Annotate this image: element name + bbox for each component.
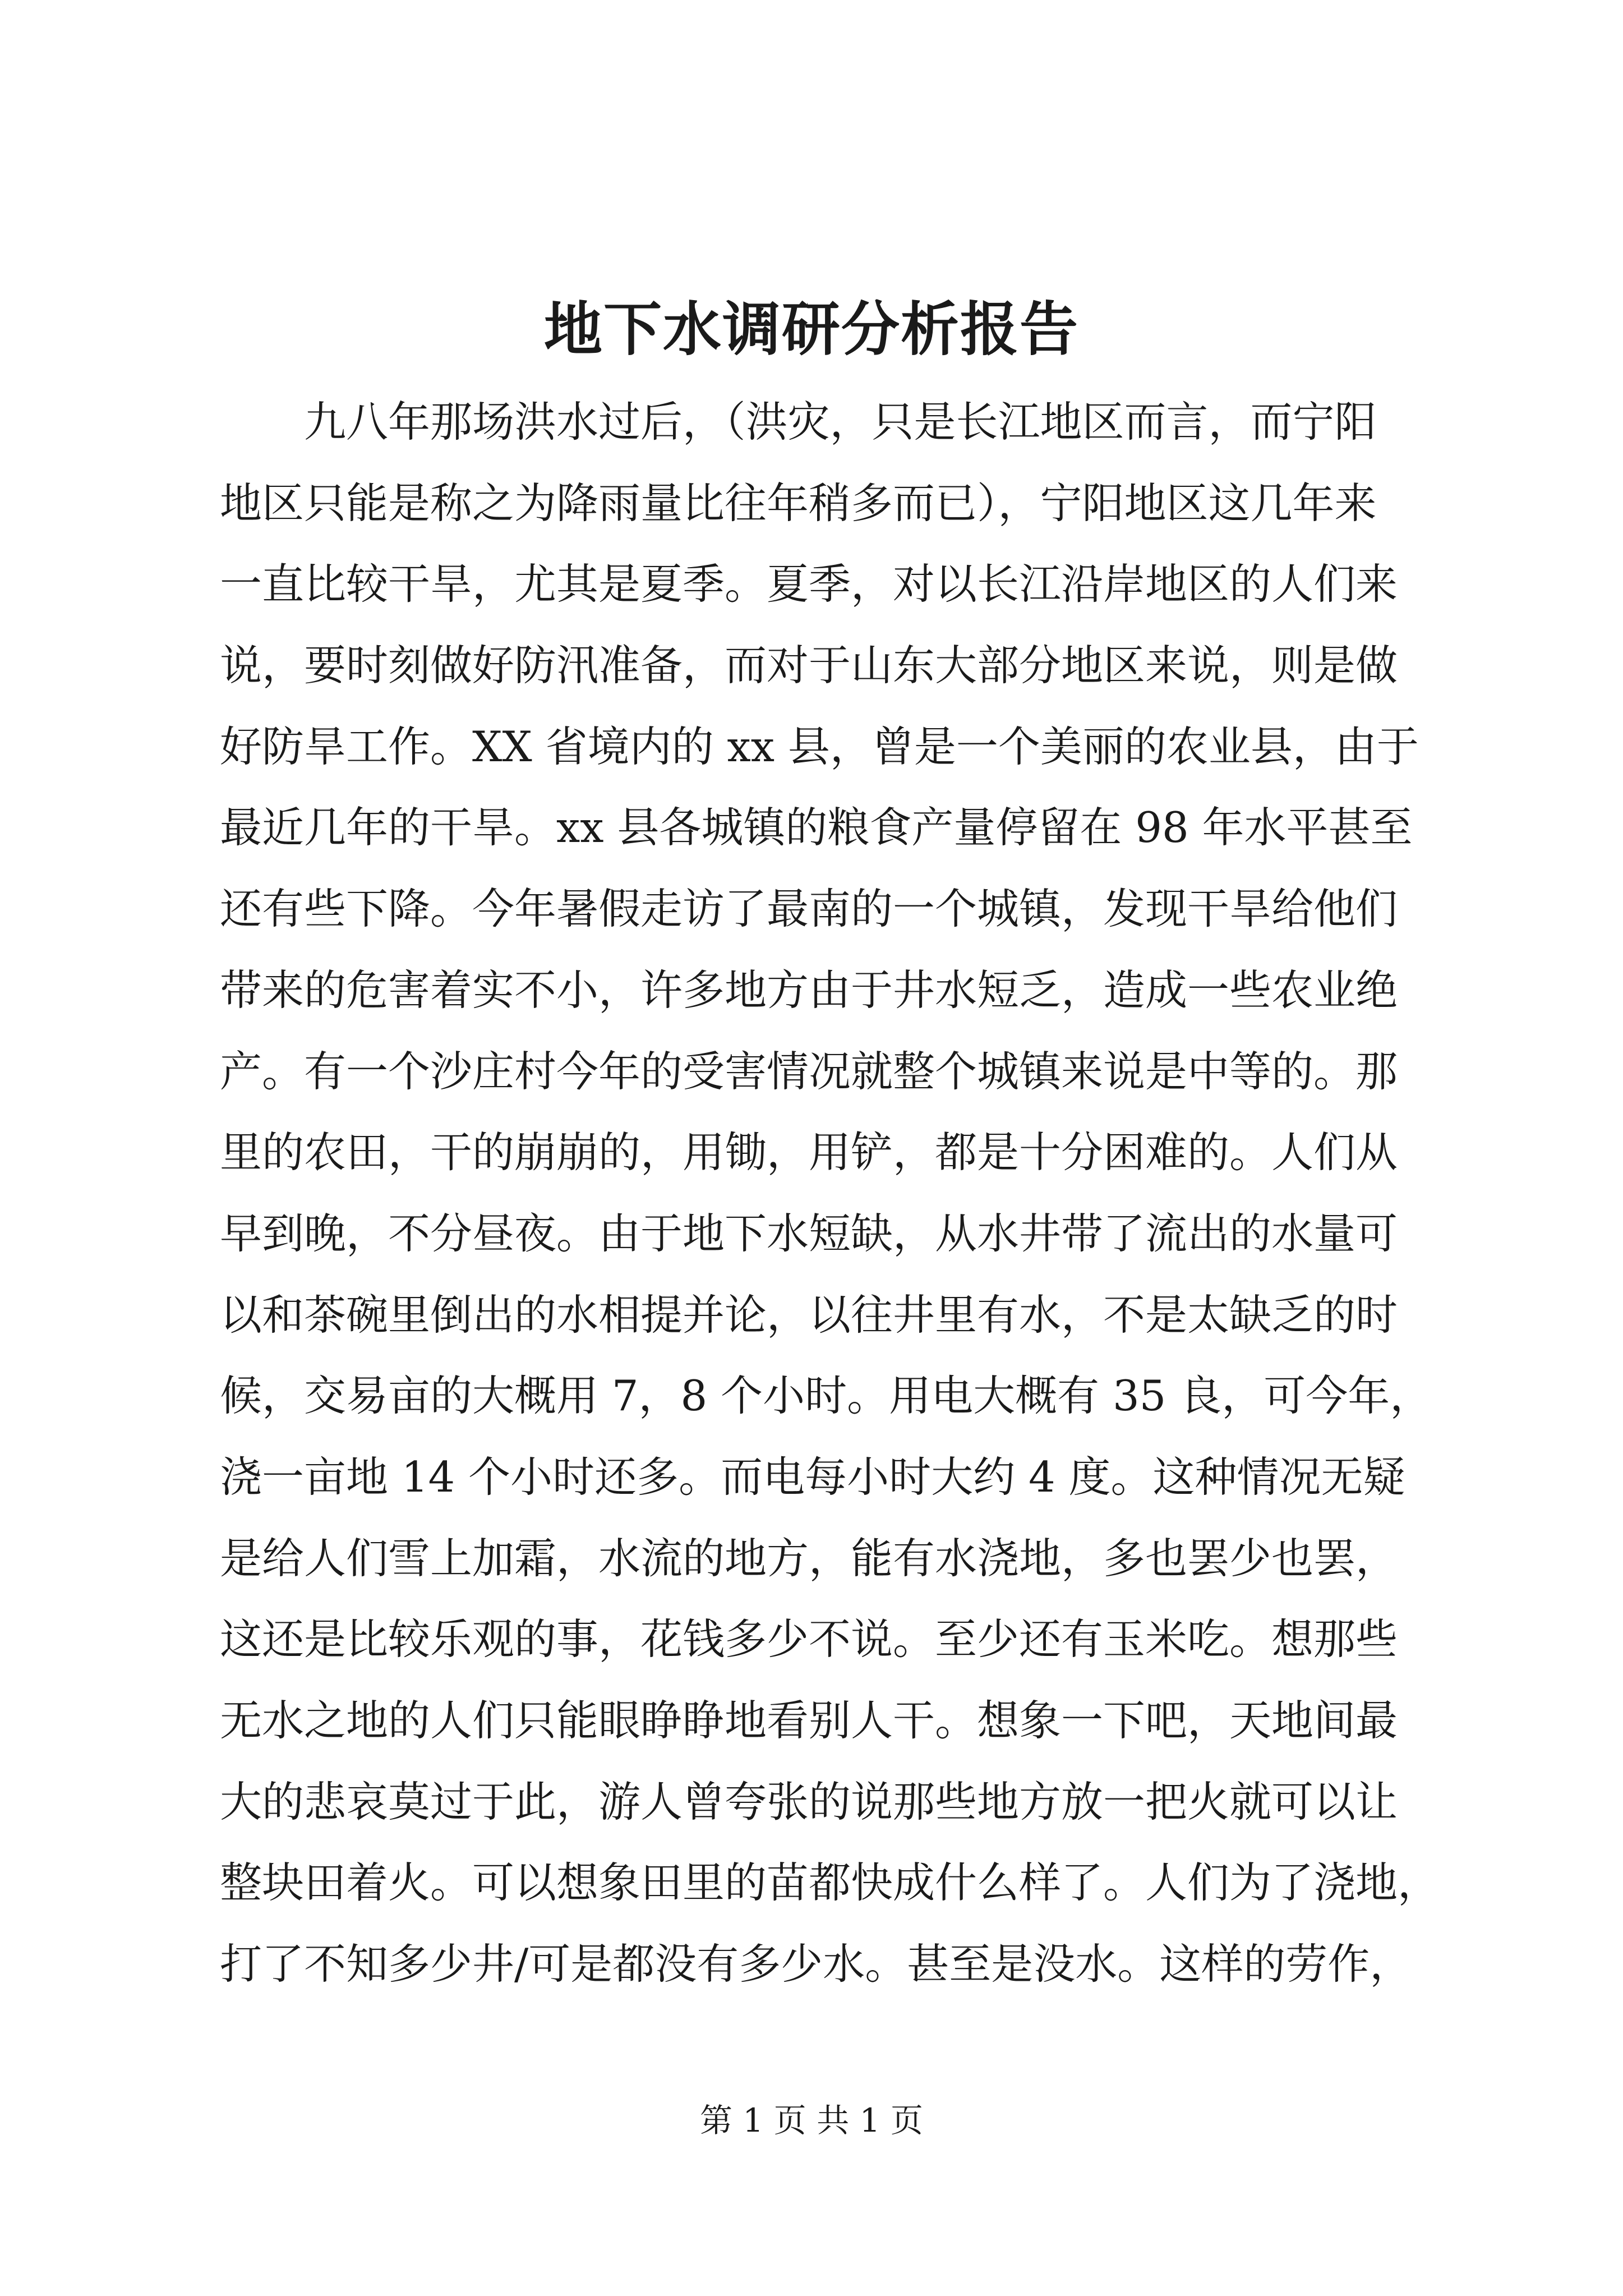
paragraph-line: 一直比较干旱，尤其是夏季。夏季，对以长江沿岸地区的人们来 (220, 559, 1398, 609)
paragraph-line: 是给人们雪上加霜，水流的地方，能有水浇地，多也罢少也罢， (220, 1533, 1398, 1583)
paragraph-line: 里的农田，干的崩崩的，用锄，用铲，都是十分困难的。人们从 (220, 1128, 1398, 1177)
paragraph-line: 打了不知多少井/可是都没有多少水。甚至是没水。这样的劳作， (220, 1939, 1412, 1989)
paragraph-line: 早到晚，不分昼夜。由于地下水短缺，从水井带了流出的水量可 (220, 1208, 1398, 1258)
document-title: 地下水调研分析报告 (543, 295, 1079, 364)
paragraph-line: 浇一亩地 14 个小时还多。而电每小时大约 4 度。这种情况无疑 (220, 1452, 1405, 1502)
paragraph-line: 带来的危害着实不小，许多地方由于井水短乏，造成一些农业绝 (220, 965, 1398, 1015)
paragraph-line: 九八年那场洪水过后，（洪灾，只是长江地区而言，而宁阳 (304, 397, 1377, 447)
paragraph-line: 好防旱工作。XX 省境内的 xx 县，曾是一个美丽的农业县，由于 (220, 721, 1419, 771)
page-number-footer: 第 1 页 共 1 页 (700, 2101, 923, 2139)
paragraph-line: 最近几年的干旱。xx 县各城镇的粮食产量停留在 98 年水平甚至 (220, 803, 1413, 853)
paragraph-line: 候，交易亩的大概用 7，8 个小时。用电大概有 35 良，可今年， (220, 1371, 1432, 1421)
paragraph-line: 这还是比较乐观的事，花钱多少不说。至少还有玉米吃。想那些 (220, 1614, 1398, 1664)
paragraph-line: 地区只能是称之为降雨量比往年稍多而已），宁阳地区这几年来 (220, 478, 1377, 528)
paragraph-line: 整块田着火。可以想象田里的苗都快成什么样了。人们为了浇地， (220, 1858, 1440, 1908)
document-body (220, 381, 1440, 2005)
paragraph-line: 大的悲哀莫过于此，游人曾夸张的说那些地方放一把火就可以让 (220, 1777, 1398, 1826)
paragraph-line: 无水之地的人们只能眼睁睁地看别人干。想象一下吧，天地间最 (220, 1696, 1398, 1745)
paragraph-line: 说，要时刻做好防汛准备，而对于山东大部分地区来说，则是做 (220, 641, 1398, 691)
paragraph-line: 还有些下降。今年暑假走访了最南的一个城镇，发现干旱给他们 (220, 884, 1398, 934)
paragraph-line: 产。有一个沙庄村今年的受害情况就整个城镇来说是中等的。那 (220, 1046, 1398, 1096)
paragraph-line: 以和茶碗里倒出的水相提并论，以往井里有水，不是太缺乏的时 (220, 1290, 1398, 1340)
